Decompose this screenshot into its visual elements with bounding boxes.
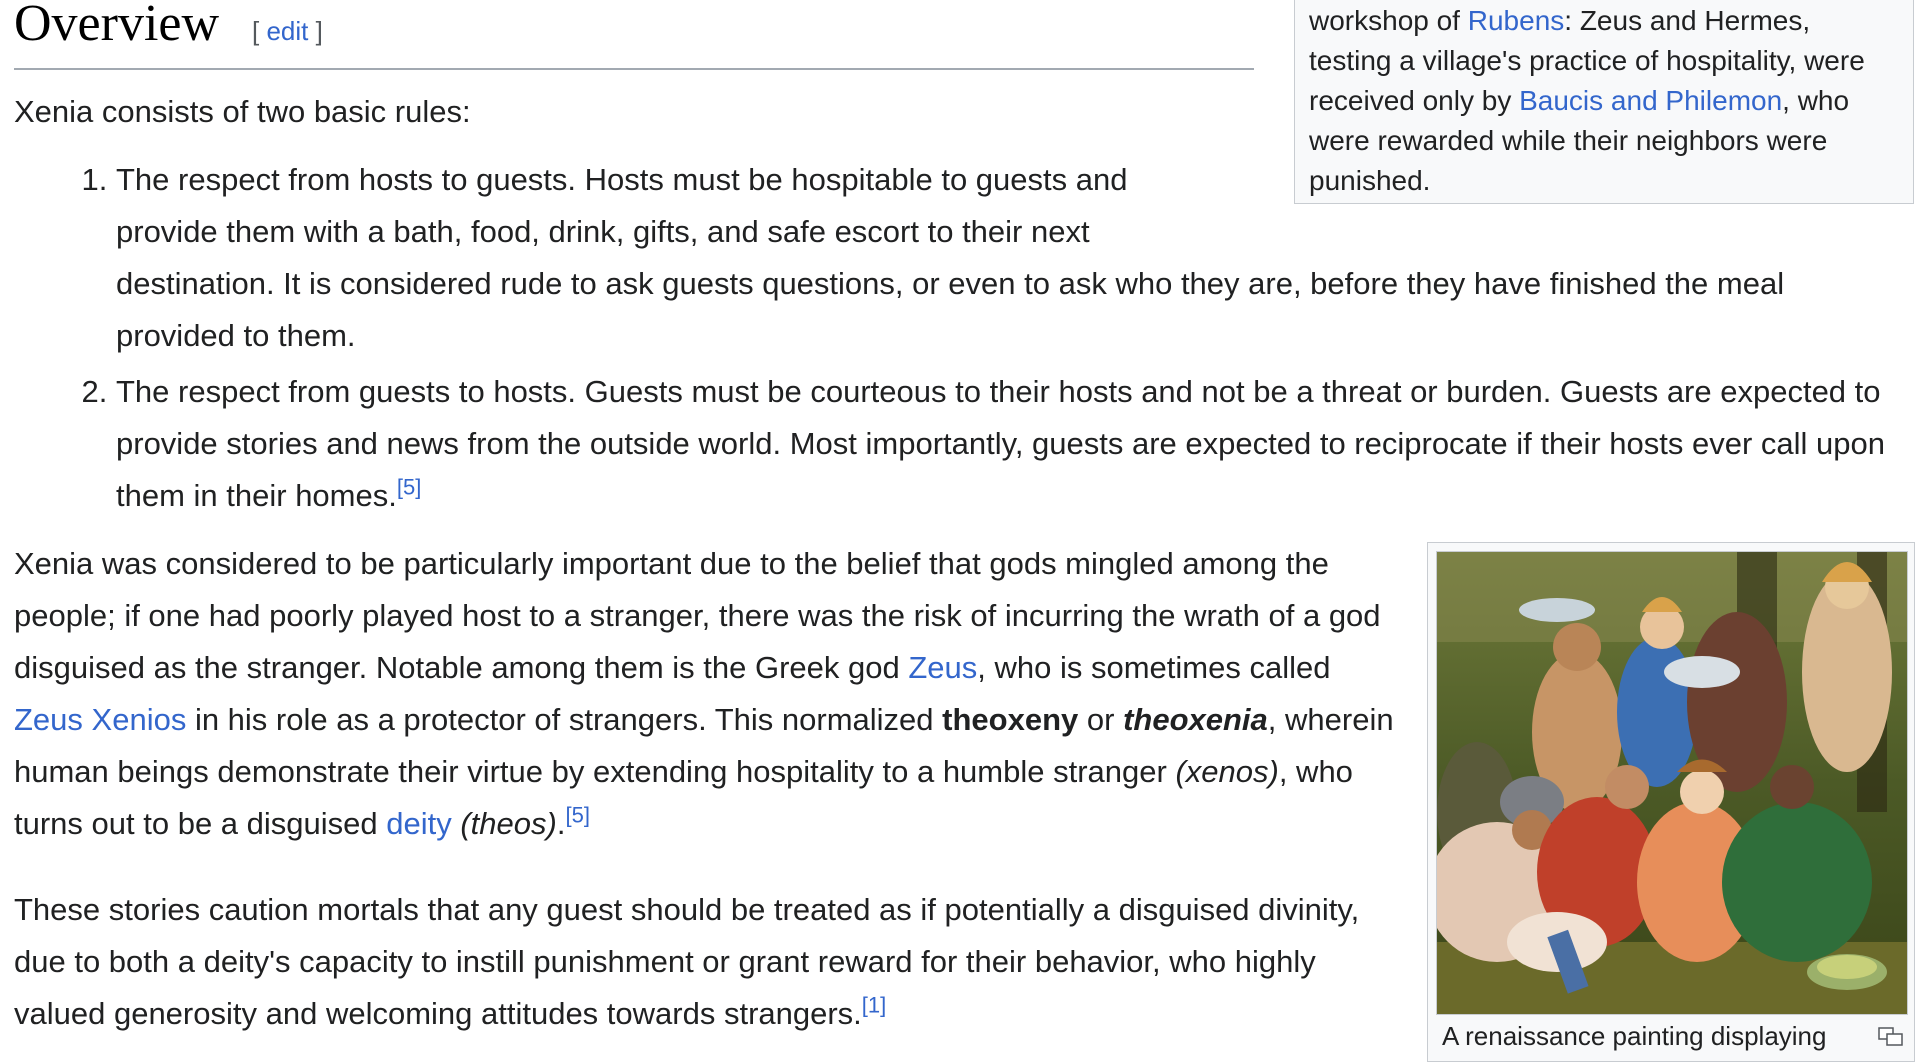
- paragraph-text: , who turns out to be a disguised: [14, 754, 1353, 841]
- term-theos: (theos): [460, 806, 557, 841]
- citation-link[interactable]: [5]: [396, 474, 422, 500]
- list-item: [116, 366, 1904, 522]
- renaissance-painting-image[interactable]: [1436, 551, 1908, 1015]
- rule-text: provide them with a bath, food, drink, gifts, and safe escort to their next: [116, 214, 1090, 249]
- section-heading: [14, 0, 1254, 70]
- citation-link[interactable]: [5]: [565, 802, 590, 828]
- rule-text: 1. The respect from hosts to guests. Hosts must be hospitable to guests and: [116, 162, 1128, 197]
- painting-illustration: [1437, 552, 1907, 1014]
- paragraph-text: or: [1078, 702, 1124, 737]
- caption-text: workshop of: [1309, 5, 1468, 36]
- intro-paragraph: Xenia consists of two basic rules:: [14, 94, 471, 129]
- caption-text: : Zeus and Hermes, testing a village's practice of hospitality, were received only by: [1309, 5, 1865, 116]
- edit-section-link[interactable]: edit: [266, 16, 309, 46]
- enlarge-icon[interactable]: [1878, 1027, 1904, 1047]
- caption-text: , who were rewarded while their neighbors were punished.: [1309, 85, 1850, 196]
- paragraph-text: in his role as a protector of strangers. This normalized: [186, 702, 943, 737]
- painting-thumbnail: [1427, 542, 1915, 1062]
- caution-paragraph: [14, 884, 1394, 1040]
- rules-list: [14, 154, 1904, 526]
- edit-bracket-open: [: [252, 16, 260, 46]
- paragraph-text: These stories caution mortals that any guest should be treated as if potentially a disguised divinity, due to both a deity's capacity to instill punishment or grant reward for their behavior, who highly valued generosity and welcoming attitudes towards strangers.: [14, 892, 1360, 1031]
- theoxenia-paragraph: [14, 538, 1394, 850]
- link-deity[interactable]: deity: [386, 806, 452, 841]
- link-baucis-and-philemon[interactable]: Baucis and Philemon: [1519, 85, 1783, 116]
- list-item: [116, 154, 1904, 362]
- thumbnail-caption: A renaissance painting displaying: [1442, 1021, 1827, 1051]
- section-title: Overview: [14, 0, 220, 52]
- term-xenos: (xenos): [1175, 754, 1279, 789]
- term-theoxeny: theoxeny: [942, 702, 1079, 737]
- paragraph-text: , wherein human beings demonstrate their virtue by extending hospitality to a humble stranger: [14, 702, 1394, 789]
- link-rubens[interactable]: Rubens: [1467, 5, 1565, 36]
- paragraph-text: , who is sometimes called: [977, 650, 1331, 685]
- edit-section: [252, 16, 323, 47]
- paragraph-text: Xenia was considered to be particularly important due to the belief that gods mingled among the people; if one had poorly played host to a stranger, there was the risk of incurring the wrath of a god disguised as the stranger. Notable among them is the Greek god: [14, 546, 1381, 685]
- link-zeus[interactable]: Zeus: [908, 650, 978, 685]
- link-zeus-xenios[interactable]: Zeus Xenios: [14, 702, 187, 737]
- term-theoxenia: theoxenia: [1123, 702, 1268, 737]
- rule-text: The respect from guests to hosts. Guests must be courteous to their hosts and not be a threat or burden. Guests are expected to provide stories and news from the outside world. Most importantly, guests are expected to reciprocate if their hosts ever call upon them in their homes.: [116, 374, 1886, 513]
- paragraph-text: .: [556, 806, 566, 841]
- rule-text: destination. It is considered rude to ask guests questions, or even to ask who they are, before they have finished the meal provided to them.: [116, 266, 1785, 353]
- citation-link[interactable]: [1]: [861, 992, 887, 1018]
- edit-bracket-close: ]: [315, 16, 323, 46]
